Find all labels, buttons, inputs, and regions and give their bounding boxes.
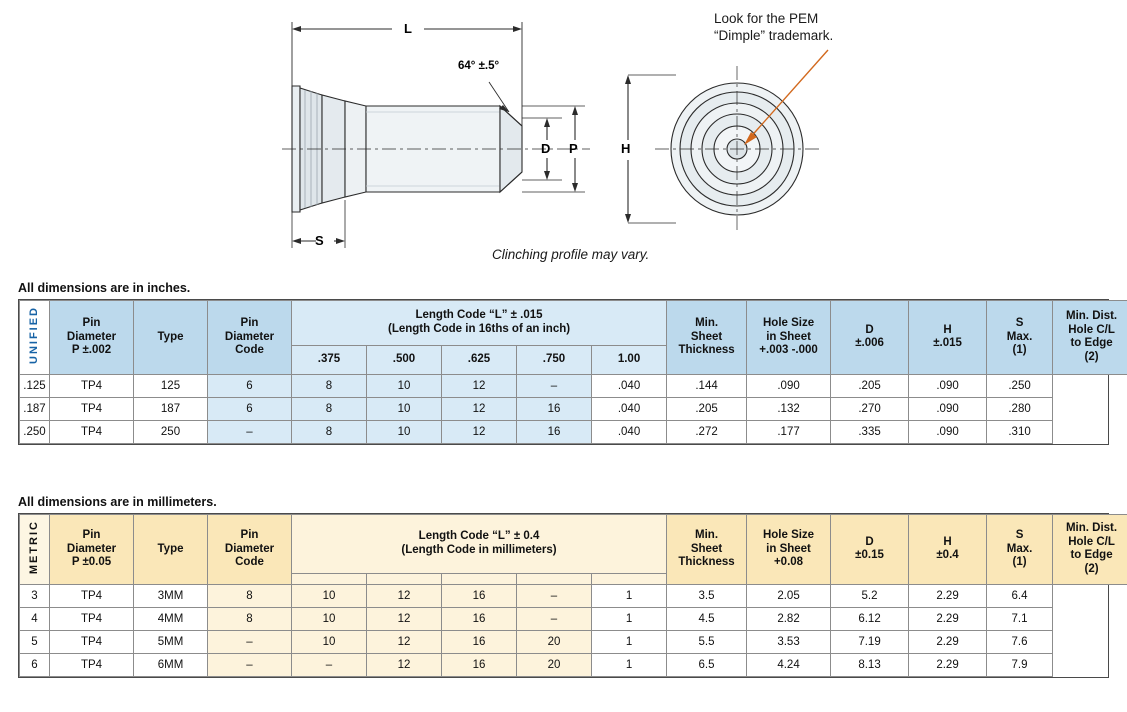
header-pin-diameter-l2: Diameter <box>66 330 117 343</box>
header-h <box>909 515 987 585</box>
cell-length-4: – <box>517 584 592 607</box>
header-length-l2: (Length Code in millimeters) <box>401 543 557 556</box>
cell-edge: 7.6 <box>987 630 1053 653</box>
header-edge-l2: Hole C/L <box>1068 535 1115 548</box>
caption-millimeters: All dimensions are in millimeters. <box>18 495 217 509</box>
dim-label-angle: 64° ±.5° <box>458 60 500 72</box>
header-pin-diameter-l3: P ±.002 <box>71 344 112 356</box>
header-length-2: .625 <box>442 345 517 374</box>
cell-length-4: – <box>517 374 592 397</box>
dimple-note-line1: Look for the PEM <box>714 11 819 26</box>
header-d <box>831 301 909 375</box>
dimple-note <box>714 10 833 44</box>
header-h <box>909 301 987 375</box>
dimple-note-line2: “Dimple” trademark. <box>714 28 834 43</box>
header-s-max <box>987 515 1053 585</box>
cell-min-sheet: 1 <box>592 584 667 607</box>
cell-pin-diameter: 5 <box>20 630 50 653</box>
header-s-max <box>987 301 1053 375</box>
cell-min-sheet: .040 <box>592 420 667 443</box>
header-pin-diameter-code <box>208 515 292 585</box>
header-length-2 <box>442 573 517 584</box>
header-min-sheet-thickness <box>667 301 747 375</box>
header-pin-diameter-code <box>208 301 292 375</box>
cell-h: .335 <box>831 420 909 443</box>
header-hole-l3: +.003 -.000 <box>759 344 818 356</box>
cell-s: 2.29 <box>909 607 987 630</box>
header-length-code <box>292 515 667 574</box>
header-pin-diameter-l1: Pin <box>82 529 101 542</box>
table-row <box>20 374 1127 397</box>
dim-label-D: D <box>541 141 551 156</box>
cell-length-2: 12 <box>367 653 442 676</box>
cell-d: 3.53 <box>747 630 831 653</box>
header-hole-l2: in Sheet <box>766 542 811 555</box>
cell-d: .132 <box>747 397 831 420</box>
clinching-note: Clinching profile may vary. <box>492 247 650 262</box>
header-code-l3: Code <box>235 556 264 569</box>
cell-edge: 7.1 <box>987 607 1053 630</box>
caption-inches: All dimensions are in inches. <box>18 281 191 295</box>
cell-code: 250 <box>134 420 208 443</box>
header-length-l2: (Length Code in 16ths of an inch) <box>387 322 571 335</box>
header-s-l1: S <box>1015 529 1024 542</box>
cell-length-1: 8 <box>292 374 367 397</box>
table-row <box>20 607 1127 630</box>
header-edge-l4: (2) <box>1084 562 1099 575</box>
unified-table <box>19 300 1127 444</box>
table-row <box>20 584 1127 607</box>
cell-length-4: 16 <box>517 397 592 420</box>
cell-s: .090 <box>909 397 987 420</box>
cell-length-3: 16 <box>442 584 517 607</box>
header-length-3: .750 <box>517 345 592 374</box>
cell-d: .090 <box>747 374 831 397</box>
header-hole-l2: in Sheet <box>766 330 811 343</box>
cell-pin-diameter: .187 <box>20 397 50 420</box>
cell-code: 4MM <box>134 607 208 630</box>
header-code-l2: Diameter <box>224 542 275 555</box>
cell-h: 7.19 <box>831 630 909 653</box>
cell-length-2: 10 <box>367 420 442 443</box>
cell-length-2: 12 <box>367 630 442 653</box>
cell-length-2: 12 <box>367 607 442 630</box>
rail-metric-label: METRIC <box>27 520 40 575</box>
header-pin-diameter <box>50 515 134 585</box>
header-edge-l3: to Edge <box>1070 337 1113 350</box>
header-min-sheet-l2: Sheet <box>690 542 723 555</box>
unified-table-container <box>18 299 1118 445</box>
cell-h: 5.2 <box>831 584 909 607</box>
dim-label-H: H <box>621 141 631 156</box>
cell-min-sheet: 1 <box>592 653 667 676</box>
cell-min-sheet: .040 <box>592 397 667 420</box>
cell-length-0: – <box>208 420 292 443</box>
header-s-l3: (1) <box>1012 556 1027 569</box>
metric-table-container <box>18 513 1118 678</box>
header-h-l1: H <box>943 323 952 336</box>
header-s-l2: Max. <box>1006 542 1033 555</box>
header-s-l2: Max. <box>1006 330 1033 343</box>
cell-length-3: 12 <box>442 374 517 397</box>
cell-edge: .280 <box>987 397 1053 420</box>
header-code-l3: Code <box>235 344 264 356</box>
cell-code: 5MM <box>134 630 208 653</box>
cell-length-0: 6 <box>208 374 292 397</box>
cell-type: TP4 <box>50 630 134 653</box>
cell-d: 2.05 <box>747 584 831 607</box>
cell-pin-diameter: .250 <box>20 420 50 443</box>
header-min-sheet-l3: Thickness <box>678 556 735 569</box>
header-edge-l3: to Edge <box>1070 549 1113 562</box>
header-min-dist-edge <box>1053 301 1127 375</box>
header-edge-l4: (2) <box>1084 350 1099 363</box>
cell-type: TP4 <box>50 607 134 630</box>
cell-code: 187 <box>134 397 208 420</box>
cell-length-3: 16 <box>442 607 517 630</box>
header-length-4: 1.00 <box>592 345 667 374</box>
header-length-1 <box>367 573 442 584</box>
cell-edge: .250 <box>987 374 1053 397</box>
cell-hole: .205 <box>667 397 747 420</box>
dim-label-P: P <box>569 141 578 156</box>
header-min-sheet-l3: Thickness <box>678 344 735 356</box>
cell-type: TP4 <box>50 397 134 420</box>
cell-length-0: 6 <box>208 397 292 420</box>
cell-s: 2.29 <box>909 653 987 676</box>
cell-length-3: 16 <box>442 630 517 653</box>
header-d-l2: ±.006 <box>855 337 884 350</box>
header-length-code <box>292 301 667 346</box>
header-edge-l1: Min. Dist. <box>1066 310 1118 323</box>
header-d-l2: ±0.15 <box>855 549 884 562</box>
table-row <box>20 653 1127 676</box>
cell-length-4: 16 <box>517 420 592 443</box>
cell-type: TP4 <box>50 653 134 676</box>
metric-table <box>19 514 1127 677</box>
cell-s: .090 <box>909 420 987 443</box>
cell-type: TP4 <box>50 584 134 607</box>
cell-length-1: 10 <box>292 607 367 630</box>
header-length-0 <box>292 573 367 584</box>
header-length-0: .375 <box>292 345 367 374</box>
header-d-l1: D <box>865 323 874 336</box>
cell-hole: .144 <box>667 374 747 397</box>
rail-unified-label: UNIFIED <box>27 306 40 364</box>
cell-min-sheet: 1 <box>592 630 667 653</box>
cell-code: 3MM <box>134 584 208 607</box>
cell-hole: 5.5 <box>667 630 747 653</box>
rail-metric <box>20 515 50 585</box>
cell-h: .270 <box>831 397 909 420</box>
header-h-l2: ±0.4 <box>936 549 959 562</box>
cell-length-0: – <box>208 630 292 653</box>
header-min-sheet-l1: Min. <box>695 529 719 542</box>
cell-length-2: 12 <box>367 584 442 607</box>
cell-length-2: 10 <box>367 374 442 397</box>
cell-h: .205 <box>831 374 909 397</box>
cell-length-1: 8 <box>292 397 367 420</box>
cell-type: TP4 <box>50 420 134 443</box>
dim-label-S: S <box>315 233 324 248</box>
cell-length-0: – <box>208 653 292 676</box>
header-length-1: .500 <box>367 345 442 374</box>
cell-h: 6.12 <box>831 607 909 630</box>
cell-pin-diameter: 4 <box>20 607 50 630</box>
table-row <box>20 420 1127 443</box>
cell-length-3: 12 <box>442 397 517 420</box>
rail-unified <box>20 301 50 375</box>
header-min-dist-edge <box>1053 515 1127 585</box>
cell-s: 2.29 <box>909 584 987 607</box>
cell-s: .090 <box>909 374 987 397</box>
header-min-sheet-l2: Sheet <box>690 330 723 343</box>
cell-edge: .310 <box>987 420 1053 443</box>
cell-length-1: 10 <box>292 630 367 653</box>
cell-length-3: 16 <box>442 653 517 676</box>
header-d <box>831 515 909 585</box>
header-min-sheet-thickness <box>667 515 747 585</box>
header-length-l1: Length Code “L” ± 0.4 <box>418 530 540 543</box>
cell-type: TP4 <box>50 374 134 397</box>
header-type: Type <box>134 301 208 375</box>
cell-d: 4.24 <box>747 653 831 676</box>
table-row <box>20 397 1127 420</box>
cell-length-1: 8 <box>292 420 367 443</box>
header-d-l1: D <box>865 535 874 548</box>
header-type: Type <box>134 515 208 585</box>
cell-edge: 6.4 <box>987 584 1053 607</box>
header-edge-l1: Min. Dist. <box>1065 522 1118 535</box>
cell-length-0: 8 <box>208 607 292 630</box>
cell-hole: 4.5 <box>667 607 747 630</box>
header-h-l1: H <box>943 535 952 548</box>
cell-min-sheet: .040 <box>592 374 667 397</box>
header-code-l1: Pin <box>240 529 259 542</box>
header-pin-diameter-l1: Pin <box>82 317 101 329</box>
header-length-4 <box>592 573 667 584</box>
cell-pin-diameter: 6 <box>20 653 50 676</box>
cell-length-0: 8 <box>208 584 292 607</box>
header-pin-diameter <box>50 301 134 375</box>
cell-length-1: 10 <box>292 584 367 607</box>
header-min-sheet-l1: Min. <box>695 317 719 329</box>
header-length-3 <box>517 573 592 584</box>
cell-length-4: – <box>517 607 592 630</box>
header-code-l2: Diameter <box>224 330 275 343</box>
cell-code: 6MM <box>134 653 208 676</box>
header-code-l1: Pin <box>240 317 259 329</box>
header-pin-diameter-l3: P ±0.05 <box>71 556 112 569</box>
header-edge-l2: Hole C/L <box>1068 323 1115 336</box>
dim-label-L: L <box>404 21 412 36</box>
cell-edge: 7.9 <box>987 653 1053 676</box>
cell-length-3: 12 <box>442 420 517 443</box>
cell-hole: .272 <box>667 420 747 443</box>
cell-length-1: – <box>292 653 367 676</box>
header-s-l3: (1) <box>1012 344 1027 356</box>
cell-length-4: 20 <box>517 630 592 653</box>
header-hole-l1: Hole Size <box>762 529 815 542</box>
cell-length-4: 20 <box>517 653 592 676</box>
cell-h: 8.13 <box>831 653 909 676</box>
cell-s: 2.29 <box>909 630 987 653</box>
table-row <box>20 630 1127 653</box>
header-hole-size <box>747 515 831 585</box>
header-h-l2: ±.015 <box>933 337 962 350</box>
cell-hole: 6.5 <box>667 653 747 676</box>
cell-min-sheet: 1 <box>592 607 667 630</box>
cell-code: 125 <box>134 374 208 397</box>
header-length-l1: Length Code “L” ± .015 <box>415 309 543 322</box>
diagram-svg <box>0 0 1127 278</box>
cell-d: .177 <box>747 420 831 443</box>
cell-pin-diameter: 3 <box>20 584 50 607</box>
header-s-l1: S <box>1015 317 1024 329</box>
header-hole-size <box>747 301 831 375</box>
cell-hole: 3.5 <box>667 584 747 607</box>
header-hole-l3: +0.08 <box>773 556 804 569</box>
header-pin-diameter-l2: Diameter <box>66 542 117 555</box>
cell-pin-diameter: .125 <box>20 374 50 397</box>
product-diagram <box>0 0 1127 278</box>
cell-length-2: 10 <box>367 397 442 420</box>
header-hole-l1: Hole Size <box>762 317 815 329</box>
cell-d: 2.82 <box>747 607 831 630</box>
